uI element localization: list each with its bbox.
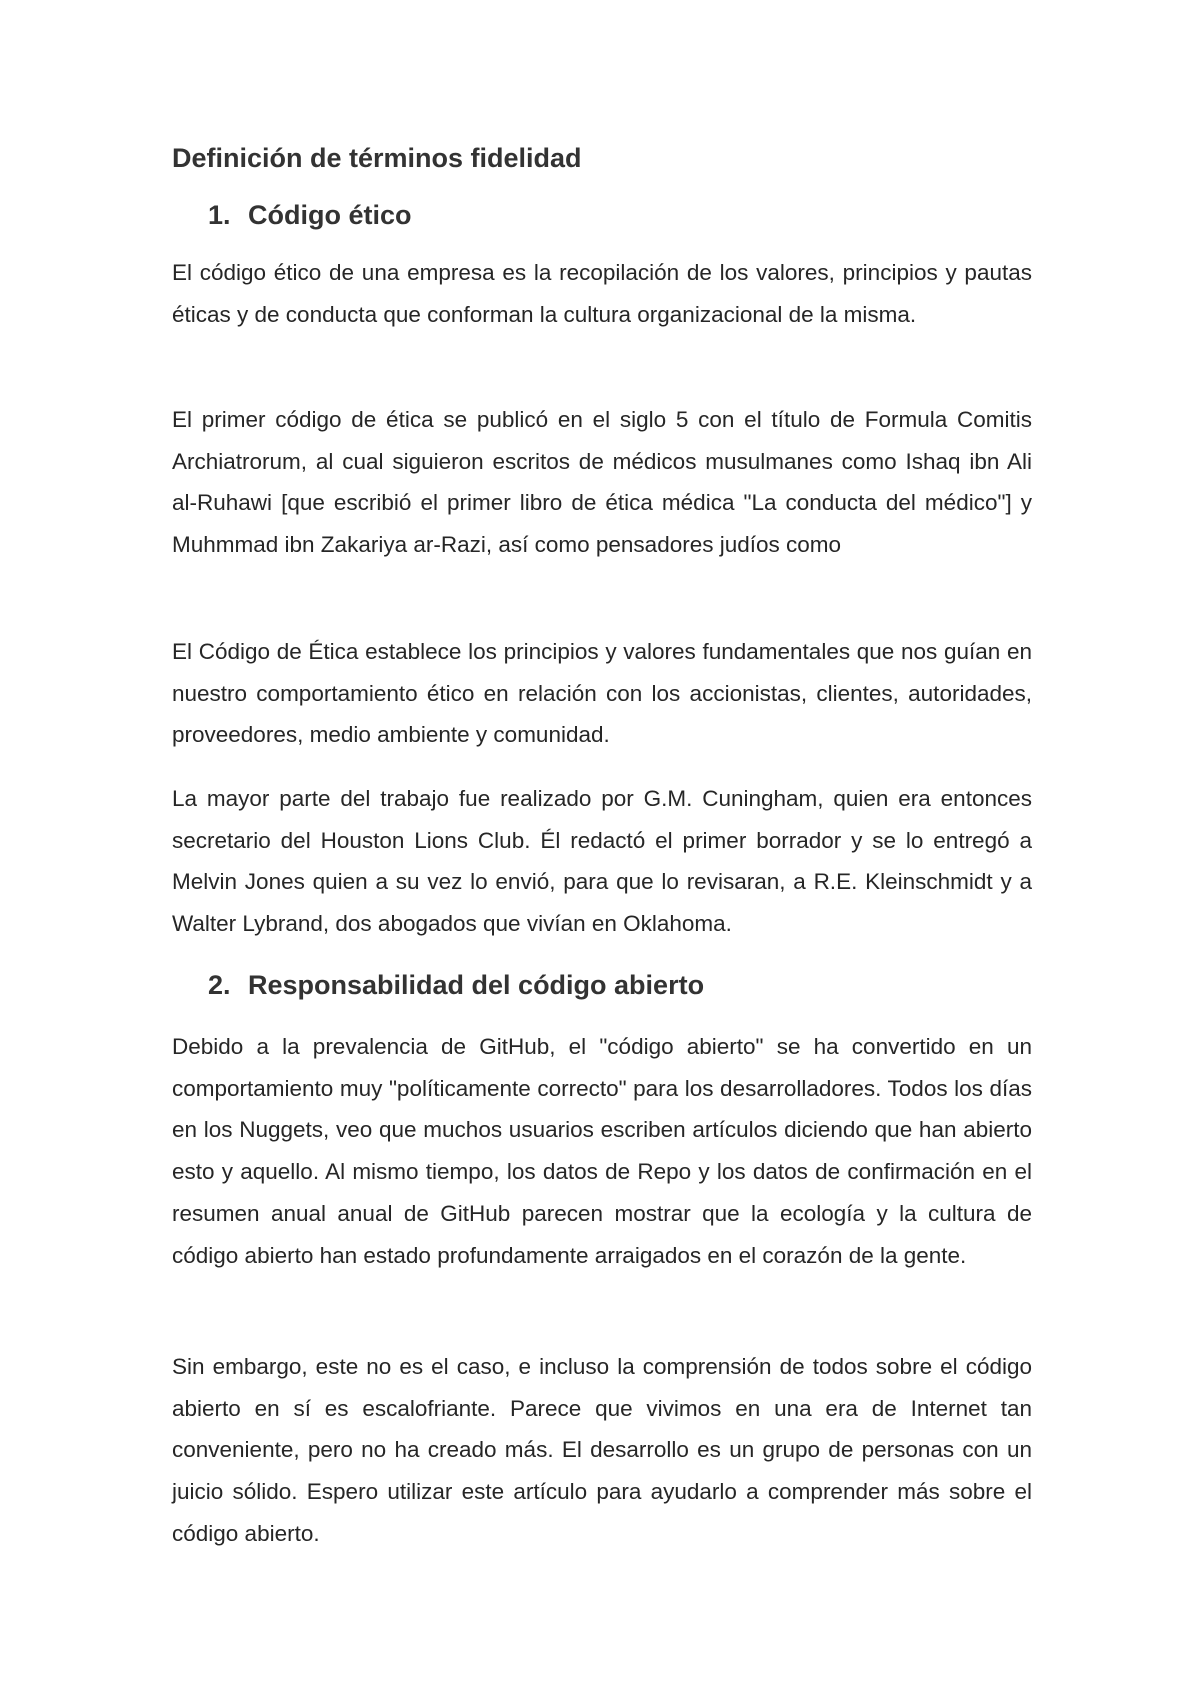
paragraph: La mayor parte del trabajo fue realizado por G.M. Cuningham, quien era entonces secretario del Houston Lions Club. Él redactó el primer borrador y se lo entregó a Melvin Jones quien a su vez lo envió, para que lo revisaran, a R.E. Kleinschmidt y a Walter Lybrand, dos abogados que vivían en Oklahoma. <box>172 786 1032 937</box>
section-heading-codigo-abierto <box>208 967 704 1003</box>
paragraph: El código ético de una empresa es la recopilación de los valores, principios y pautas éticas y de conducta que conforman la cultura organizacional de la misma. <box>172 260 1032 327</box>
section-number: 2. <box>208 970 231 1000</box>
section-title: Código ético <box>248 200 412 230</box>
paragraph: El Código de Ética establece los principios y valores fundamentales que nos guían en nuestro comportamiento ético en relación con los accionistas, clientes, autoridades, proveedores, medio ambiente y comunidad. <box>172 639 1032 748</box>
paragraph: Sin embargo, este no es el caso, e incluso la comprensión de todos sobre el código abierto en sí es escalofriante. Parece que vivimos en una era de Internet tan conveniente, pero no ha creado más. El desarrollo es un grupo de personas con un juicio sólido. Espero utilizar este artículo para ayudarlo a comprender más sobre el código abierto. <box>172 1354 1032 1546</box>
section-heading-codigo-etico <box>208 197 412 233</box>
document-title: Definición de términos fidelidad <box>172 143 582 173</box>
paragraph: El primer código de ética se publicó en el siglo 5 con el título de Formula Comitis Archiatrorum, al cual siguieron escritos de médicos musulmanes como Ishaq ibn Ali al-Ruhawi [que escribió el primer libro de ética médica "La conducta del médico"] y Muhmmad ibn Zakariya ar-Razi, así como pensadores judíos como <box>172 407 1032 558</box>
section-number: 1. <box>208 200 231 230</box>
paragraph: Debido a la prevalencia de GitHub, el "código abierto" se ha convertido en un comportamiento muy "políticamente correcto" para los desarrolladores. Todos los días en los Nuggets, veo que muchos usuarios escriben artículos diciendo que han abierto esto y aquello. Al mismo tiempo, los datos de Repo y los datos de confirmación en el resumen anual anual de GitHub parecen mostrar que la ecología y la cultura de código abierto han estado profundamente arraigados en el corazón de la gente. <box>172 1034 1032 1268</box>
section-title: Responsabilidad del código abierto <box>248 970 705 1000</box>
